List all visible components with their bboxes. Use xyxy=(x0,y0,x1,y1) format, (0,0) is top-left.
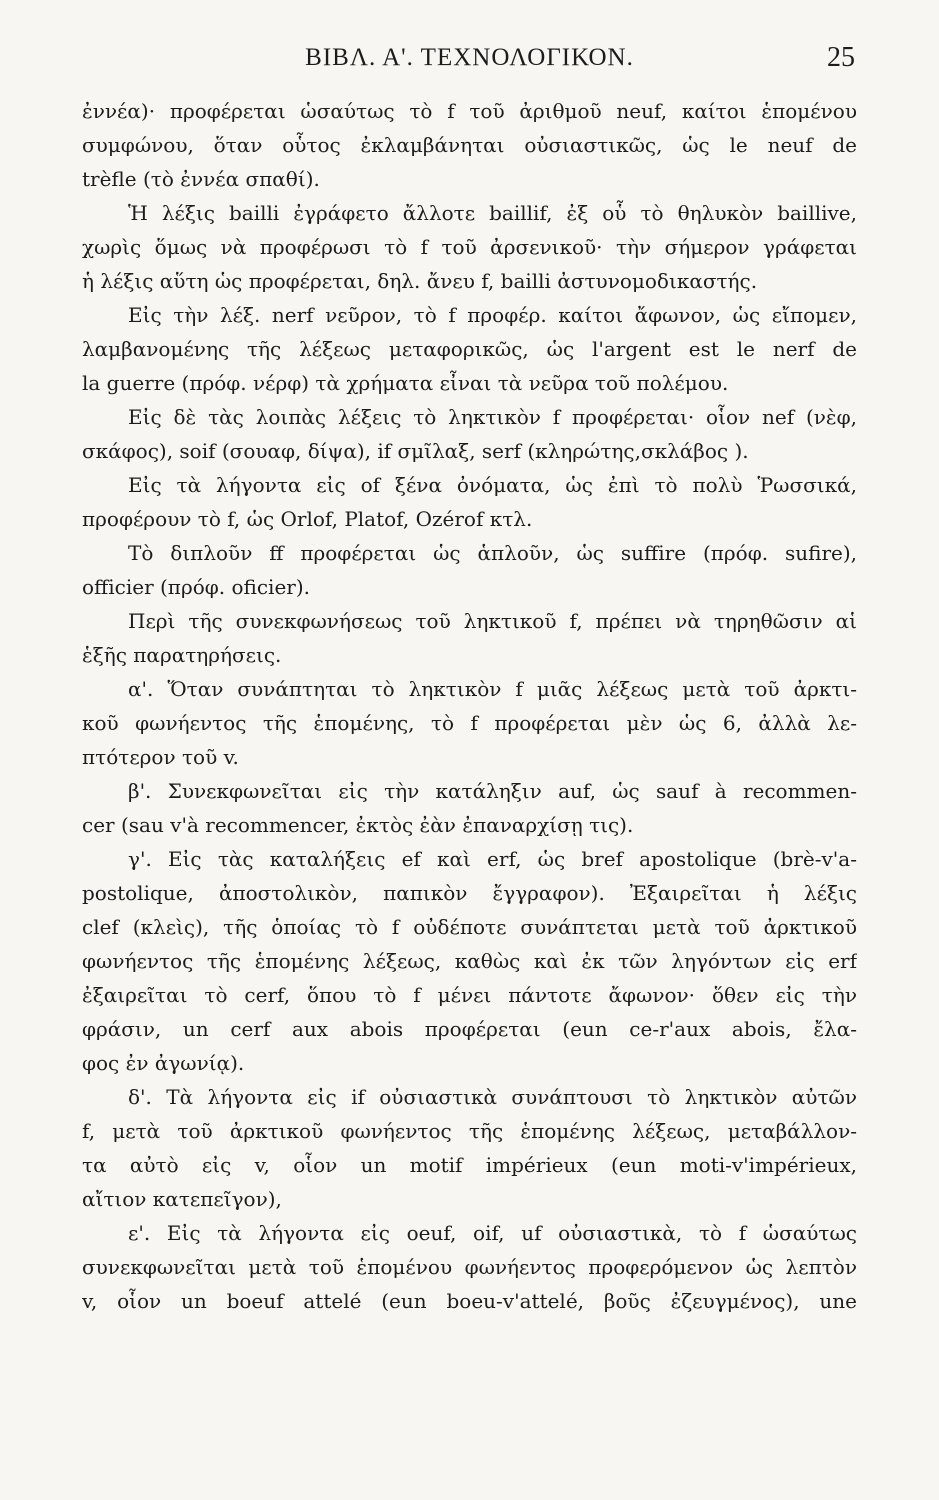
text-line: la guerre (πρόφ. νέρφ) τὰ χρήματα εἶναι τὰ νεῦρα τοῦ πολέμου. xyxy=(82,371,729,395)
text-line: β'. Συνεκφωνεῖται εἰς τὴν κατάληξιν auf, ὡς sauf à recommen- xyxy=(128,779,857,803)
page-header xyxy=(82,38,857,78)
text-line: ἐξαιρεῖται τὸ cerf, ὅπου τὸ f μένει πάντοτε ἄφωνον· ὅθεν εἰς τὴν xyxy=(82,983,857,1007)
text-line: φωνήεντος τῆς ἑπομένης λέξεως, καθὼς καὶ ἐκ τῶν ληγόντων εἰς erf xyxy=(82,949,857,973)
text-line: postolique, ἀποστολικὸν, παπικὸν ἔγγραφον). Ἐξαιρεῖται ἡ λέξις xyxy=(82,881,857,905)
text-line: τα αὐτὸ εἰς v, οἷον un motif impérieux (eun moti-v'impérieux, xyxy=(82,1153,857,1177)
text-line: officier (πρόφ. oficier). xyxy=(82,575,310,599)
text-line: ἡ λέξις αὕτη ὡς προφέρεται, δηλ. ἄνευ f, bailli ἀστυνομοδικαστής. xyxy=(82,269,758,293)
text-line: αἴτιον κατεπεῖγον), xyxy=(82,1187,282,1211)
body-text xyxy=(82,94,857,1318)
text-line: v, οἷον un boeuf attelé (eun boeu-v'attelé, βοῦς ἐζευγμένος), une xyxy=(82,1289,857,1313)
text-line: λαμβανομένης τῆς λέξεως μεταφορικῶς, ὡς l'argent est le nerf de xyxy=(82,337,857,361)
text-line: γ'. Εἰς τὰς καταλήξεις ef καὶ erf, ὡς bref apostolique (brè-v'a- xyxy=(128,847,857,871)
text-line: Περὶ τῆς συνεκφωνήσεως τοῦ ληκτικοῦ f, πρέπει νὰ τηρηθῶσιν αἱ xyxy=(128,609,857,633)
text-line: δ'. Τὰ λήγοντα εἰς if οὐσιαστικὰ συνάπτουσι τὸ ληκτικὸν αὐτῶν xyxy=(128,1085,857,1109)
text-line: Εἰς δὲ τὰς λοιπὰς λέξεις τὸ ληκτικὸν f προφέρεται· οἷον nef (νὲφ, xyxy=(128,405,857,429)
text-line: φος ἐν ἀγωνίᾳ). xyxy=(82,1051,245,1075)
text-line: κοῦ φωνήεντος τῆς ἑπομένης, τὸ f προφέρεται μὲν ὡς 6, ἀλλὰ λε- xyxy=(82,711,857,735)
text-line: ε'. Εἰς τὰ λήγοντα εἰς oeuf, oif, uf οὐσιαστικὰ, τὸ f ὡσαύτως xyxy=(128,1221,857,1245)
page-number: 25 xyxy=(827,42,855,73)
text-line: Εἰς τὰ λήγοντα εἰς of ξένα ὀνόματα, ὡς ἐπὶ τὸ πολὺ Ῥωσσικά, xyxy=(128,473,857,497)
running-head: ΒΙΒΛ. Α'. ΤΕΧΝΟΛΟΓΙΚΟΝ. xyxy=(305,44,634,71)
text-line: χωρὶς ὅμως νὰ προφέρωσι τὸ f τοῦ ἀρσενικοῦ· τὴν σήμερον γράφεται xyxy=(82,235,857,259)
text-line: f, μετὰ τοῦ ἀρκτικοῦ φωνήεντος τῆς ἑπομένης λέξεως, μεταβάλλον- xyxy=(82,1119,857,1143)
text-line: clef (κλεὶς), τῆς ὁποίας τὸ f οὐδέποτε συνάπτεται μετὰ τοῦ ἀρκτικοῦ xyxy=(82,915,857,939)
text-line: πτότερον τοῦ v. xyxy=(82,745,239,769)
text-line: συνεκφωνεῖται μετὰ τοῦ ἑπομένου φωνήεντος προφερόμενον ὡς λεπτὸν xyxy=(82,1255,857,1279)
text-line: ἑξῆς παρατηρήσεις. xyxy=(82,643,282,667)
text-line: ἐννέα)· προφέρεται ὡσαύτως τὸ f τοῦ ἀριθμοῦ neuf, καίτοι ἑπομένου xyxy=(82,99,857,123)
text-line: Ἡ λέξις bailli ἐγράφετο ἄλλοτε baillif, ἐξ οὗ τὸ θηλυκὸν baillive, xyxy=(128,201,857,225)
text-line: φράσιν, un cerf aux abois προφέρεται (eun ce-r'aux abois, ἔλα- xyxy=(82,1017,857,1041)
text-line: Εἰς τὴν λέξ. nerf νεῦρον, τὸ f προφέρ. καίτοι ἄφωνον, ὡς εἴπομεν, xyxy=(128,303,857,327)
text-line: α'. Ὅταν συνάπτηται τὸ ληκτικὸν f μιᾶς λέξεως μετὰ τοῦ ἀρκτι- xyxy=(128,677,857,701)
text-line: σκάφος), soif (σουαφ, δίψα), if σμῖλαξ, serf (κληρώτης,σκλάβος ). xyxy=(82,439,749,463)
text-line: Τὸ διπλοῦν ff προφέρεται ὡς ἁπλοῦν, ὡς suffire (πρόφ. sufire), xyxy=(128,541,857,565)
text-line: προφέρουν τὸ f, ὡς Orlof, Platof, Ozérof κτλ. xyxy=(82,507,533,531)
text-line: συμφώνου, ὅταν οὗτος ἐκλαμβάνηται οὐσιαστικῶς, ὡς le neuf de xyxy=(82,133,857,157)
text-line: trèfle (τὸ ἐννέα σπαθί). xyxy=(82,167,320,191)
text-line: cer (sau v'à recommencer, ἐκτὸς ἐὰν ἐπαναρχίσῃ τις). xyxy=(82,813,634,837)
